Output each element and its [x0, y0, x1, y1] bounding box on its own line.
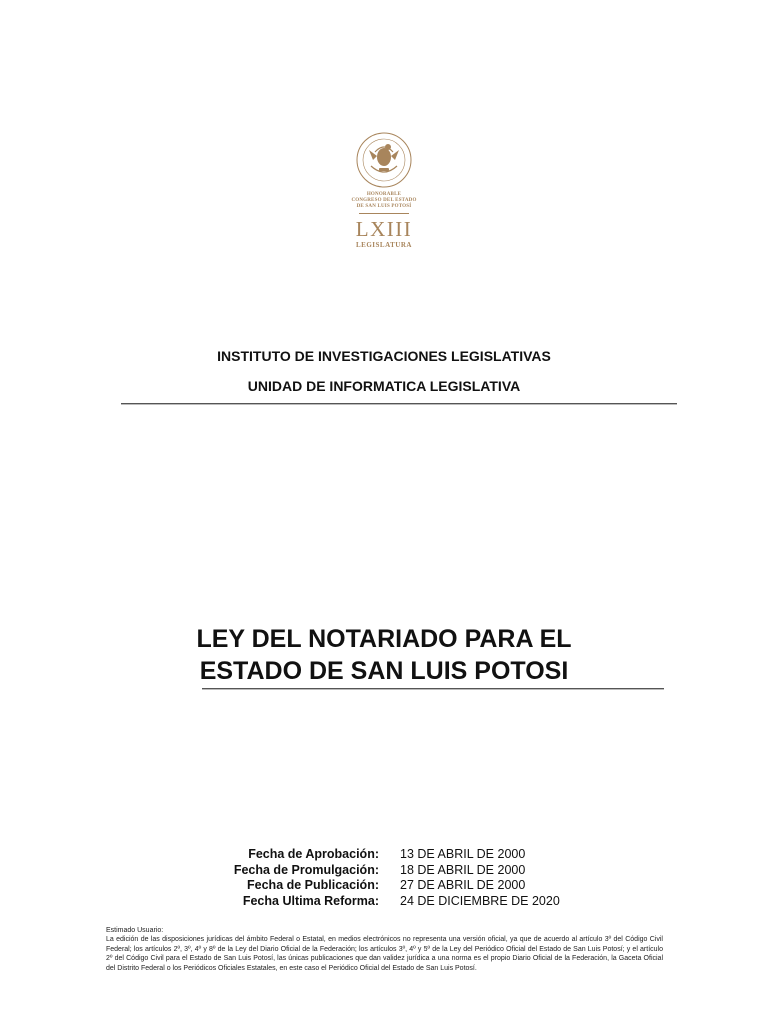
logo-line-honorable: HONORABLE [366, 192, 402, 197]
coat-of-arms-icon [351, 130, 417, 190]
logo-line-congreso: CONGRESO DEL ESTADO [351, 198, 417, 203]
title-rule [202, 688, 664, 690]
law-title-line-2: ESTADO DE SAN LUIS POTOSI [199, 657, 569, 685]
approval-date-value: 13 DE ABRIL DE 2000 [400, 847, 526, 861]
last-reform-date-label: Fecha Ultima Reforma: [242, 893, 379, 908]
congress-logo [331, 130, 437, 265]
last-reform-date-value: 24 DE DICIEMBRE DE 2020 [400, 893, 560, 908]
date-values [400, 847, 680, 909]
publication-date-label: Fecha de Publicación: [247, 878, 379, 892]
logo-legislatura: LEGISLATURA [356, 241, 412, 249]
promulgation-date-value: 18 DE ABRIL DE 2000 [400, 862, 526, 877]
institute-name: INSTITUTO DE INVESTIGACIONES LEGISLATIVAS [217, 348, 551, 364]
logo-numeral: LXIII [355, 217, 413, 241]
law-title-line-1: LEY DEL NOTARIADO PARA EL [196, 625, 572, 653]
header-rule [121, 403, 677, 405]
logo-line-san-luis: DE SAN LUIS POTOSÍ [356, 204, 412, 209]
approval-date-label: Fecha de Aprobación: [248, 847, 379, 861]
promulgation-date-label: Fecha de Promulgación: [233, 862, 379, 877]
unit-name: UNIDAD DE INFORMATICA LEGISLATIVA [247, 378, 521, 394]
legal-notice [106, 926, 663, 973]
notice-body: La edición de las disposiciones jurídicas del ámbito Federal o Estatal, en medios electrónicos no representa una versión oficial, ya que de acuerdo al artículo 3º del Código Civil Federal; los artículos 2º, 3º, 4º y 8º de la Ley del Diario Oficial de la Federación; los artículos 3º, 4º y 5º de la Ley del Periódico Oficial del Estado de San Luis Potosí; y el artículo 2º del Código Civil para el Estado de San Luis Potosí, las únicas publicaciones que dan validez jurídica a una norma es el propio Diario Oficial de la Federación, la Gaceta Oficial del Distrito Federal o los Periódicos Oficiales Estatales, en este caso el Periódico Oficial del Estado de San Luis Potosí. [106, 936, 663, 972]
date-labels [160, 847, 379, 909]
publication-date-value: 27 DE ABRIL DE 2000 [400, 878, 526, 892]
logo-divider [359, 213, 409, 214]
notice-greeting: Estimado Usuario: [106, 927, 164, 934]
